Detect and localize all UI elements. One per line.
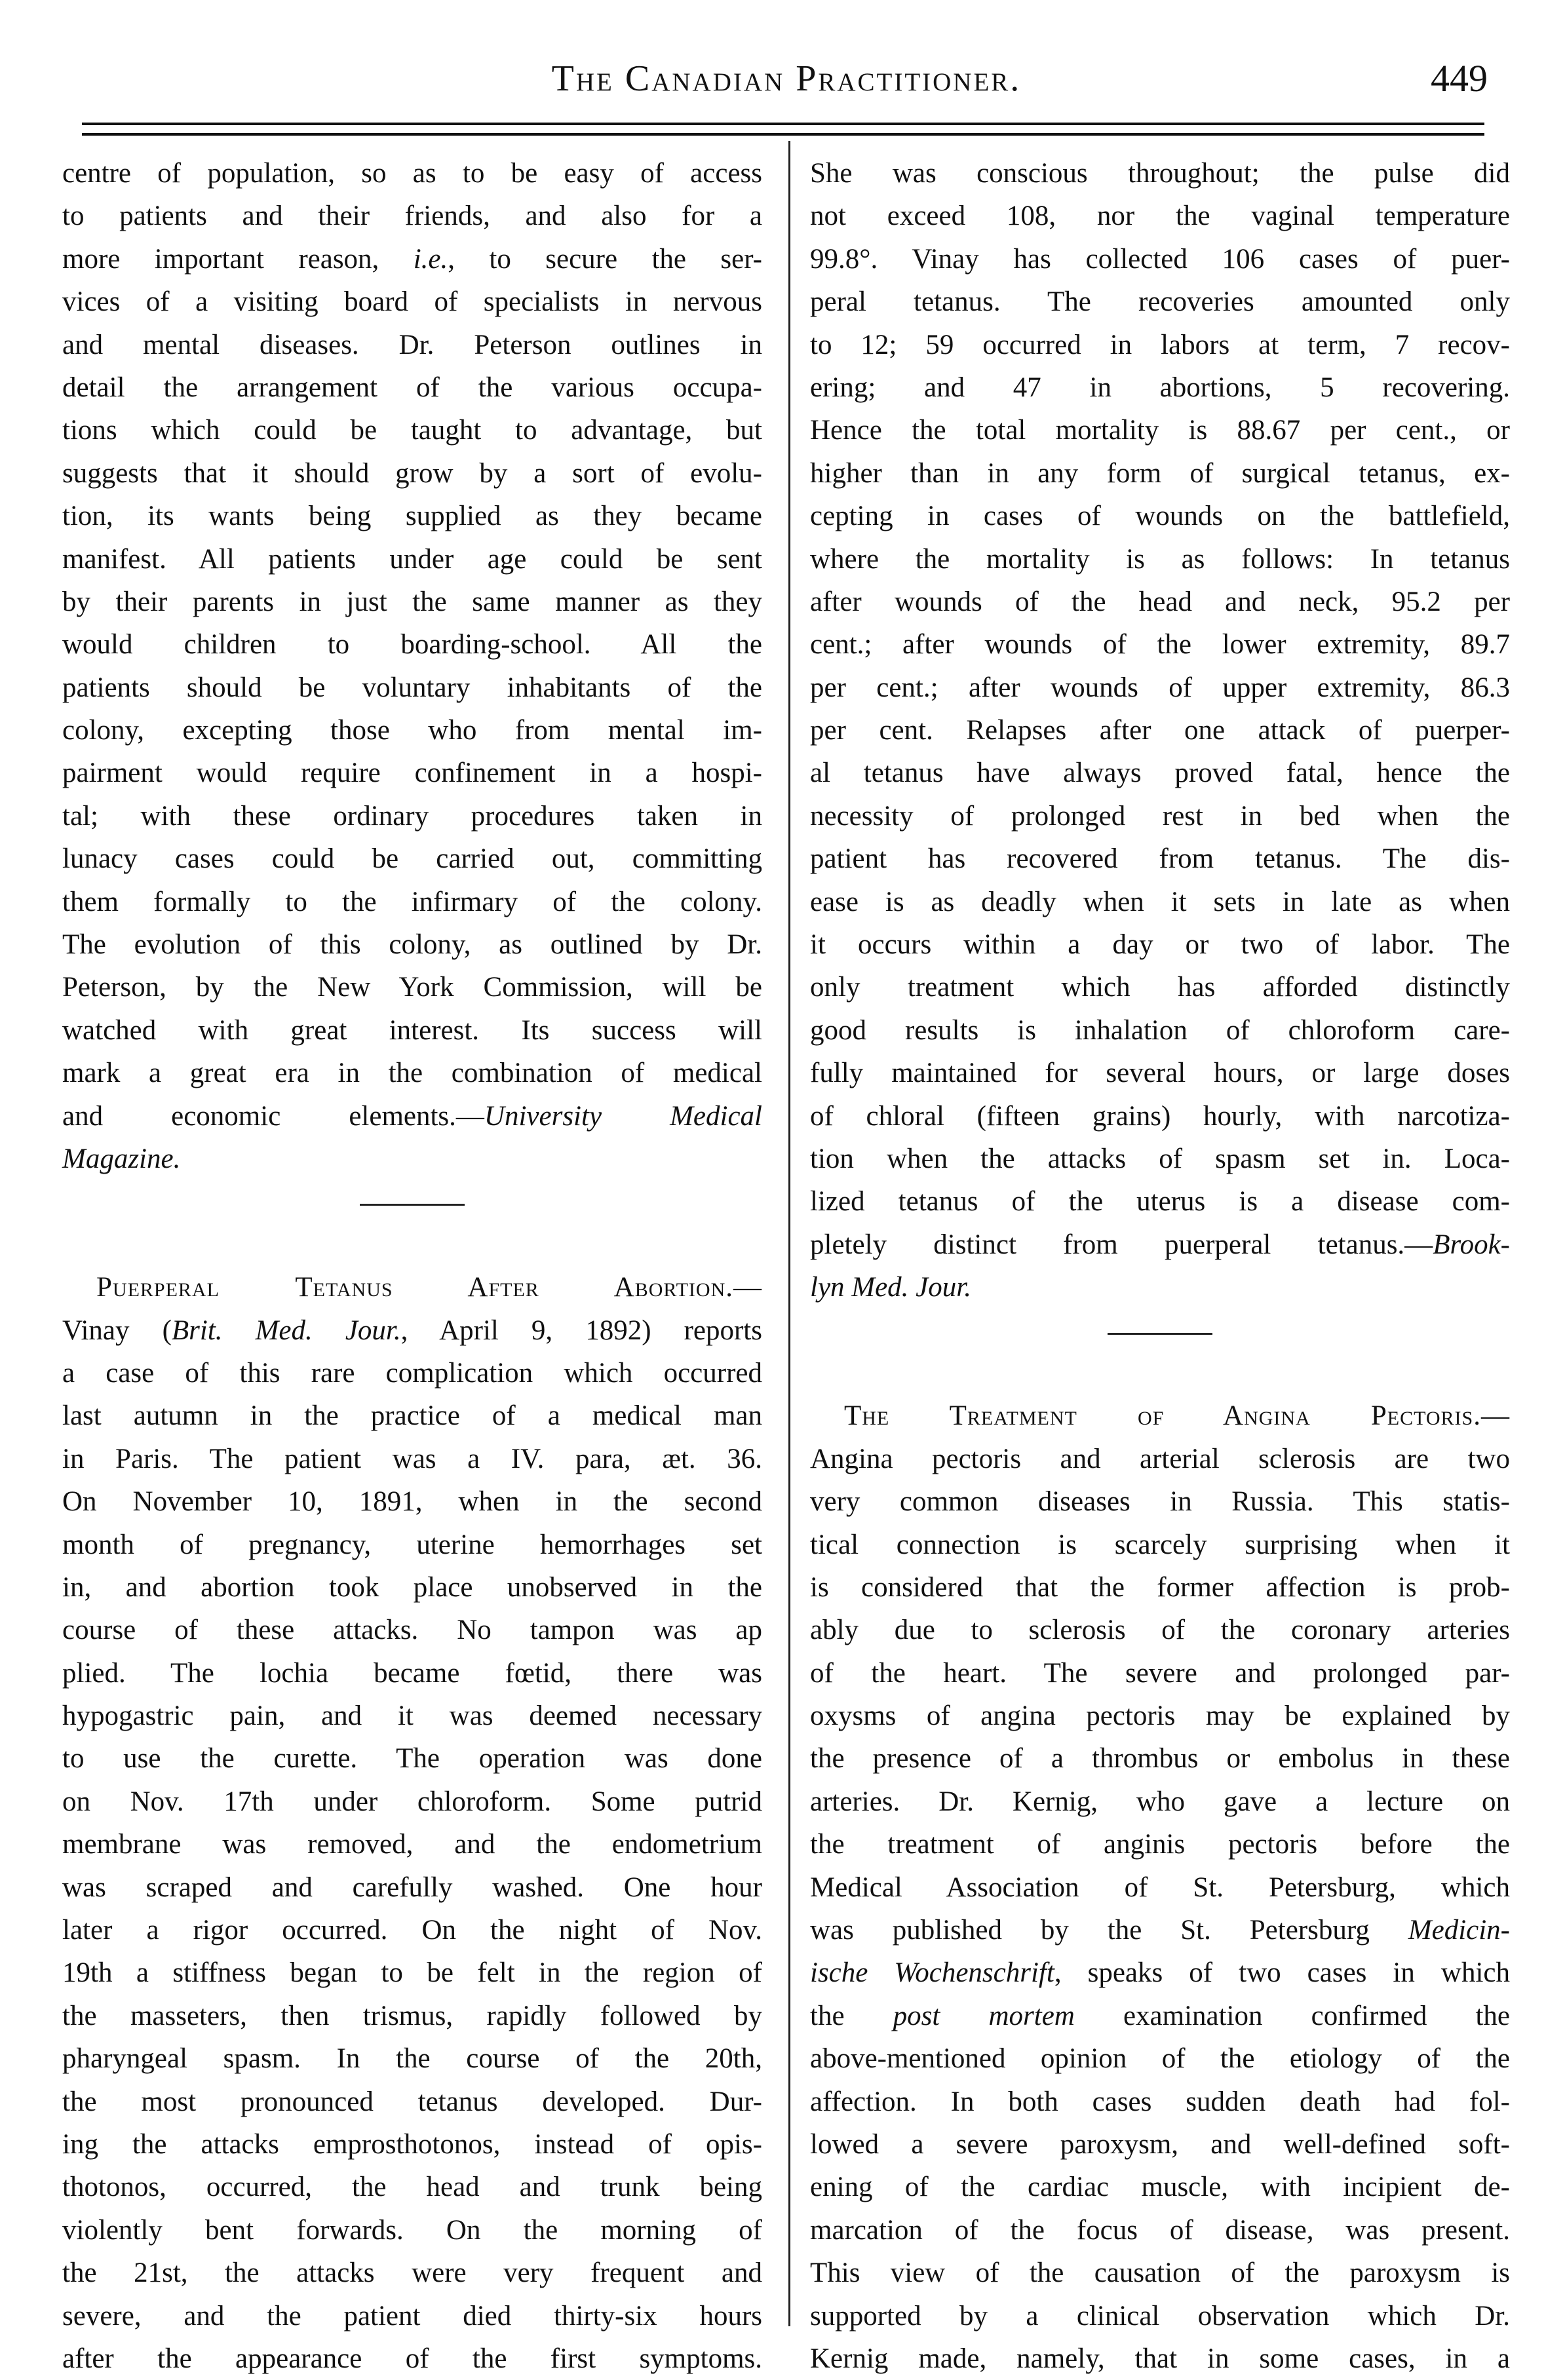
text-line: Kernig made, namely, that in some cases, in a [810,2343,1510,2374]
text-line: later a rigor occurred. On the night of Nov. [62,1915,762,1946]
text-line: membrane was removed, and the endometrium [62,1829,762,1860]
right-column [810,152,1510,2380]
text-line: above-mentioned opinion of the etiology of the [810,2043,1510,2075]
text-line: was published by the St. Petersburg Medicin- [810,1915,1510,1946]
source-citation: Brook- [1433,1229,1510,1260]
text-line: severe, and the patient died thirty-six hours [62,2300,762,2332]
text-line: ening of the cardiac muscle, with incipient de- [810,2172,1510,2203]
text-line: The evolution of this colony, as outlined by Dr. [62,929,762,961]
text-line: month of pregnancy, uterine hemorrhages set [62,1529,762,1560]
text-line: ease is as deadly when it sets in late as when [810,886,1510,917]
text-line: not exceed 108, nor the vaginal temperature [810,201,1510,232]
text-line: last autumn in the practice of a medical man [62,1400,762,1432]
text-line: plied. The lochia became fœtid, there was [62,1657,762,1689]
text-line: tion when the attacks of spasm set in. Loca- [810,1143,1510,1174]
text-line: pletely distinct from puerperal tetanus.—Brook- [810,1229,1510,1260]
article-heading: The Treatment of Angina Pectoris.— [844,1400,1510,1432]
text-line: lowed a severe paroxysm, and well-defined soft- [810,2128,1510,2160]
text-line: the presence of a thrombus or embolus in these [810,1743,1510,1775]
text-line: patients should be voluntary inhabitants of the [62,672,762,703]
text-line: marcation of the focus of disease, was present. [810,2214,1510,2246]
text-line: to patients and their friends, and also for a [62,201,762,232]
text-line: Angina pectoris and arterial sclerosis are two [810,1443,1510,1474]
text-line: the masseters, then trismus, rapidly followed by [62,2000,762,2031]
text-line: and mental diseases. Dr. Peterson outlines in [62,329,762,360]
text-line: affection. In both cases sudden death had fol- [810,2086,1510,2117]
text-line: patient has recovered from tetanus. The dis- [810,843,1510,875]
text-line: manifest. All patients under age could be sent [62,543,762,575]
page-number: 449 [1431,57,1488,100]
header-rule-bottom [82,133,1484,136]
text-line: would children to boarding-school. All the [62,629,762,661]
text-line: This view of the causation of the paroxysm is [810,2257,1510,2289]
text-line: in Paris. The patient was a IV. para, æt. 36. [62,1443,762,1474]
section-separator [62,1180,762,1223]
text-line: pharyngeal spasm. In the course of the 20th, [62,2043,762,2075]
text-line: hypogastric pain, and it was deemed necessary [62,1700,762,1732]
header-rule-top [82,123,1484,125]
text-line: it occurs within a day or two of labor. The [810,929,1510,961]
text-line: supported by a clinical observation which Dr. [810,2300,1510,2332]
text-line: ing the attacks emprosthotonos, instead of opis- [62,2128,762,2160]
latin-term: post mortem [893,2000,1075,2031]
text-line: detail the arrangement of the various occupa- [62,372,762,403]
text-line: on Nov. 17th under chloroform. Some putrid [62,1786,762,1817]
text-line: the 21st, the attacks were very frequent and [62,2257,762,2289]
text-line: more important reason, i.e., to secure the ser- [62,243,762,275]
text-line: of the heart. The severe and prolonged par- [810,1657,1510,1689]
ie-abbrev: i.e. [413,243,448,275]
text-line: ische Wochenschrift, speaks of two cases in which [810,1957,1510,1989]
text-line: per cent. Relapses after one attack of puerper- [810,715,1510,746]
journal-citation: Brit. Med. Jour. [171,1315,401,1346]
text-line: Medical Association of St. Petersburg, which [810,1871,1510,1903]
text-line: tion, its wants being supplied as they became [62,501,762,532]
text-line: very common diseases in Russia. This statis- [810,1486,1510,1518]
text-line: vices of a visiting board of specialists in nervous [62,286,762,318]
text-line: 19th a stiffness began to be felt in the region of [62,1957,762,1989]
text-line: Vinay (Brit. Med. Jour., April 9, 1892) reports [62,1315,762,1346]
text-line: of chloral (fifteen grains) hourly, with narcotiza- [810,1100,1510,1132]
text-line: fully maintained for several hours, or large doses [810,1058,1510,1089]
text-line: tions which could be taught to advantage, but [62,415,762,446]
text-line: to use the curette. The operation was done [62,1743,762,1775]
running-title: The Canadian Practitioner. [551,58,1022,99]
section-separator [810,1309,1510,1352]
text-line: al tetanus have always proved fatal, hence the [810,758,1510,789]
text-line: a case of this rare complication which occurred [62,1357,762,1389]
text-line: only treatment which has afforded distinctly [810,972,1510,1003]
source-citation: lyn Med. Jour. [810,1272,971,1303]
text-line: lunacy cases could be carried out, committing [62,843,762,875]
text-line: higher than in any form of surgical tetanus, ex- [810,457,1510,489]
text-line: pairment would require confinement in a hospi- [62,758,762,789]
text-line: necessity of prolonged rest in bed when the [810,800,1510,832]
text-line: ering; and 47 in abortions, 5 recovering. [810,372,1510,403]
text-line: after the appearance of the first symptoms. [62,2343,762,2374]
text-line: good results is inhalation of chloroform care- [810,1014,1510,1046]
source-citation: University Medical [484,1100,762,1132]
column-divider [788,141,790,2326]
text-line: to 12; 59 occurred in labors at term, 7 recov- [810,329,1510,360]
text-line: violently bent forwards. On the morning of [62,2214,762,2246]
text-line: was scraped and carefully washed. One hour [62,1871,762,1903]
text-line: cent.; after wounds of the lower extremity, 89.7 [810,629,1510,661]
text-line: tical connection is scarcely surprising when it [810,1529,1510,1560]
text-line: by their parents in just the same manner as they [62,586,762,617]
article-heading: Puerperal Tetanus After Abortion.— [96,1272,762,1303]
page-header [0,52,1565,105]
text-line: thotonos, occurred, the head and trunk being [62,2172,762,2203]
text-line: mark a great era in the combination of medical [62,1058,762,1089]
section-rule [360,1204,465,1206]
text-line: tal; with these ordinary procedures taken in [62,800,762,832]
journal-citation: ische Wochenschrift [810,1957,1054,1989]
section-rule [1108,1333,1212,1335]
text-line: the post mortem examination confirmed the [810,2000,1510,2031]
text-line: the treatment of anginis pectoris before the [810,1829,1510,1860]
text-line: peral tetanus. The recoveries amounted only [810,286,1510,318]
text-line: oxysms of angina pectoris may be explained by [810,1700,1510,1732]
text-line: arteries. Dr. Kernig, who gave a lecture on [810,1786,1510,1817]
text-line: Hence the total mortality is 88.67 per cent., or [810,415,1510,446]
text-line [810,1266,1510,1309]
text-line: where the mortality is as follows: In tetanus [810,543,1510,575]
journal-citation: Medicin- [1408,1915,1510,1946]
text-line: watched with great interest. Its success will [62,1014,762,1046]
text-line: colony, excepting those who from mental im- [62,715,762,746]
text-line: On November 10, 1891, when in the second [62,1486,762,1518]
text-line: in, and abortion took place unobserved in the [62,1571,762,1603]
left-column [62,152,762,2380]
text-line: Peterson, by the New York Commission, will be [62,972,762,1003]
text-line: them formally to the infirmary of the colony. [62,886,762,917]
text-line: and economic elements.—University Medical [62,1100,762,1132]
text-line: per cent.; after wounds of upper extremity, 86.3 [810,672,1510,703]
text-line: is considered that the former affection is prob- [810,1571,1510,1603]
text-line: after wounds of the head and neck, 95.2 per [810,586,1510,617]
text-line: cepting in cases of wounds on the battlefield, [810,501,1510,532]
text-line: She was conscious throughout; the pulse did [810,158,1510,189]
text-line [62,1138,762,1180]
text-line: 99.8°. Vinay has collected 106 cases of puer- [810,243,1510,275]
source-citation: Magazine. [62,1143,181,1174]
text-line: suggests that it should grow by a sort of evolu- [62,457,762,489]
text-line: ably due to sclerosis of the coronary arteries [810,1615,1510,1646]
text-line: the most pronounced tetanus developed. Dur- [62,2086,762,2117]
text-line: lized tetanus of the uterus is a disease com- [810,1186,1510,1218]
text-line: course of these attacks. No tampon was ap [62,1615,762,1646]
text-line: centre of population, so as to be easy of access [62,158,762,189]
